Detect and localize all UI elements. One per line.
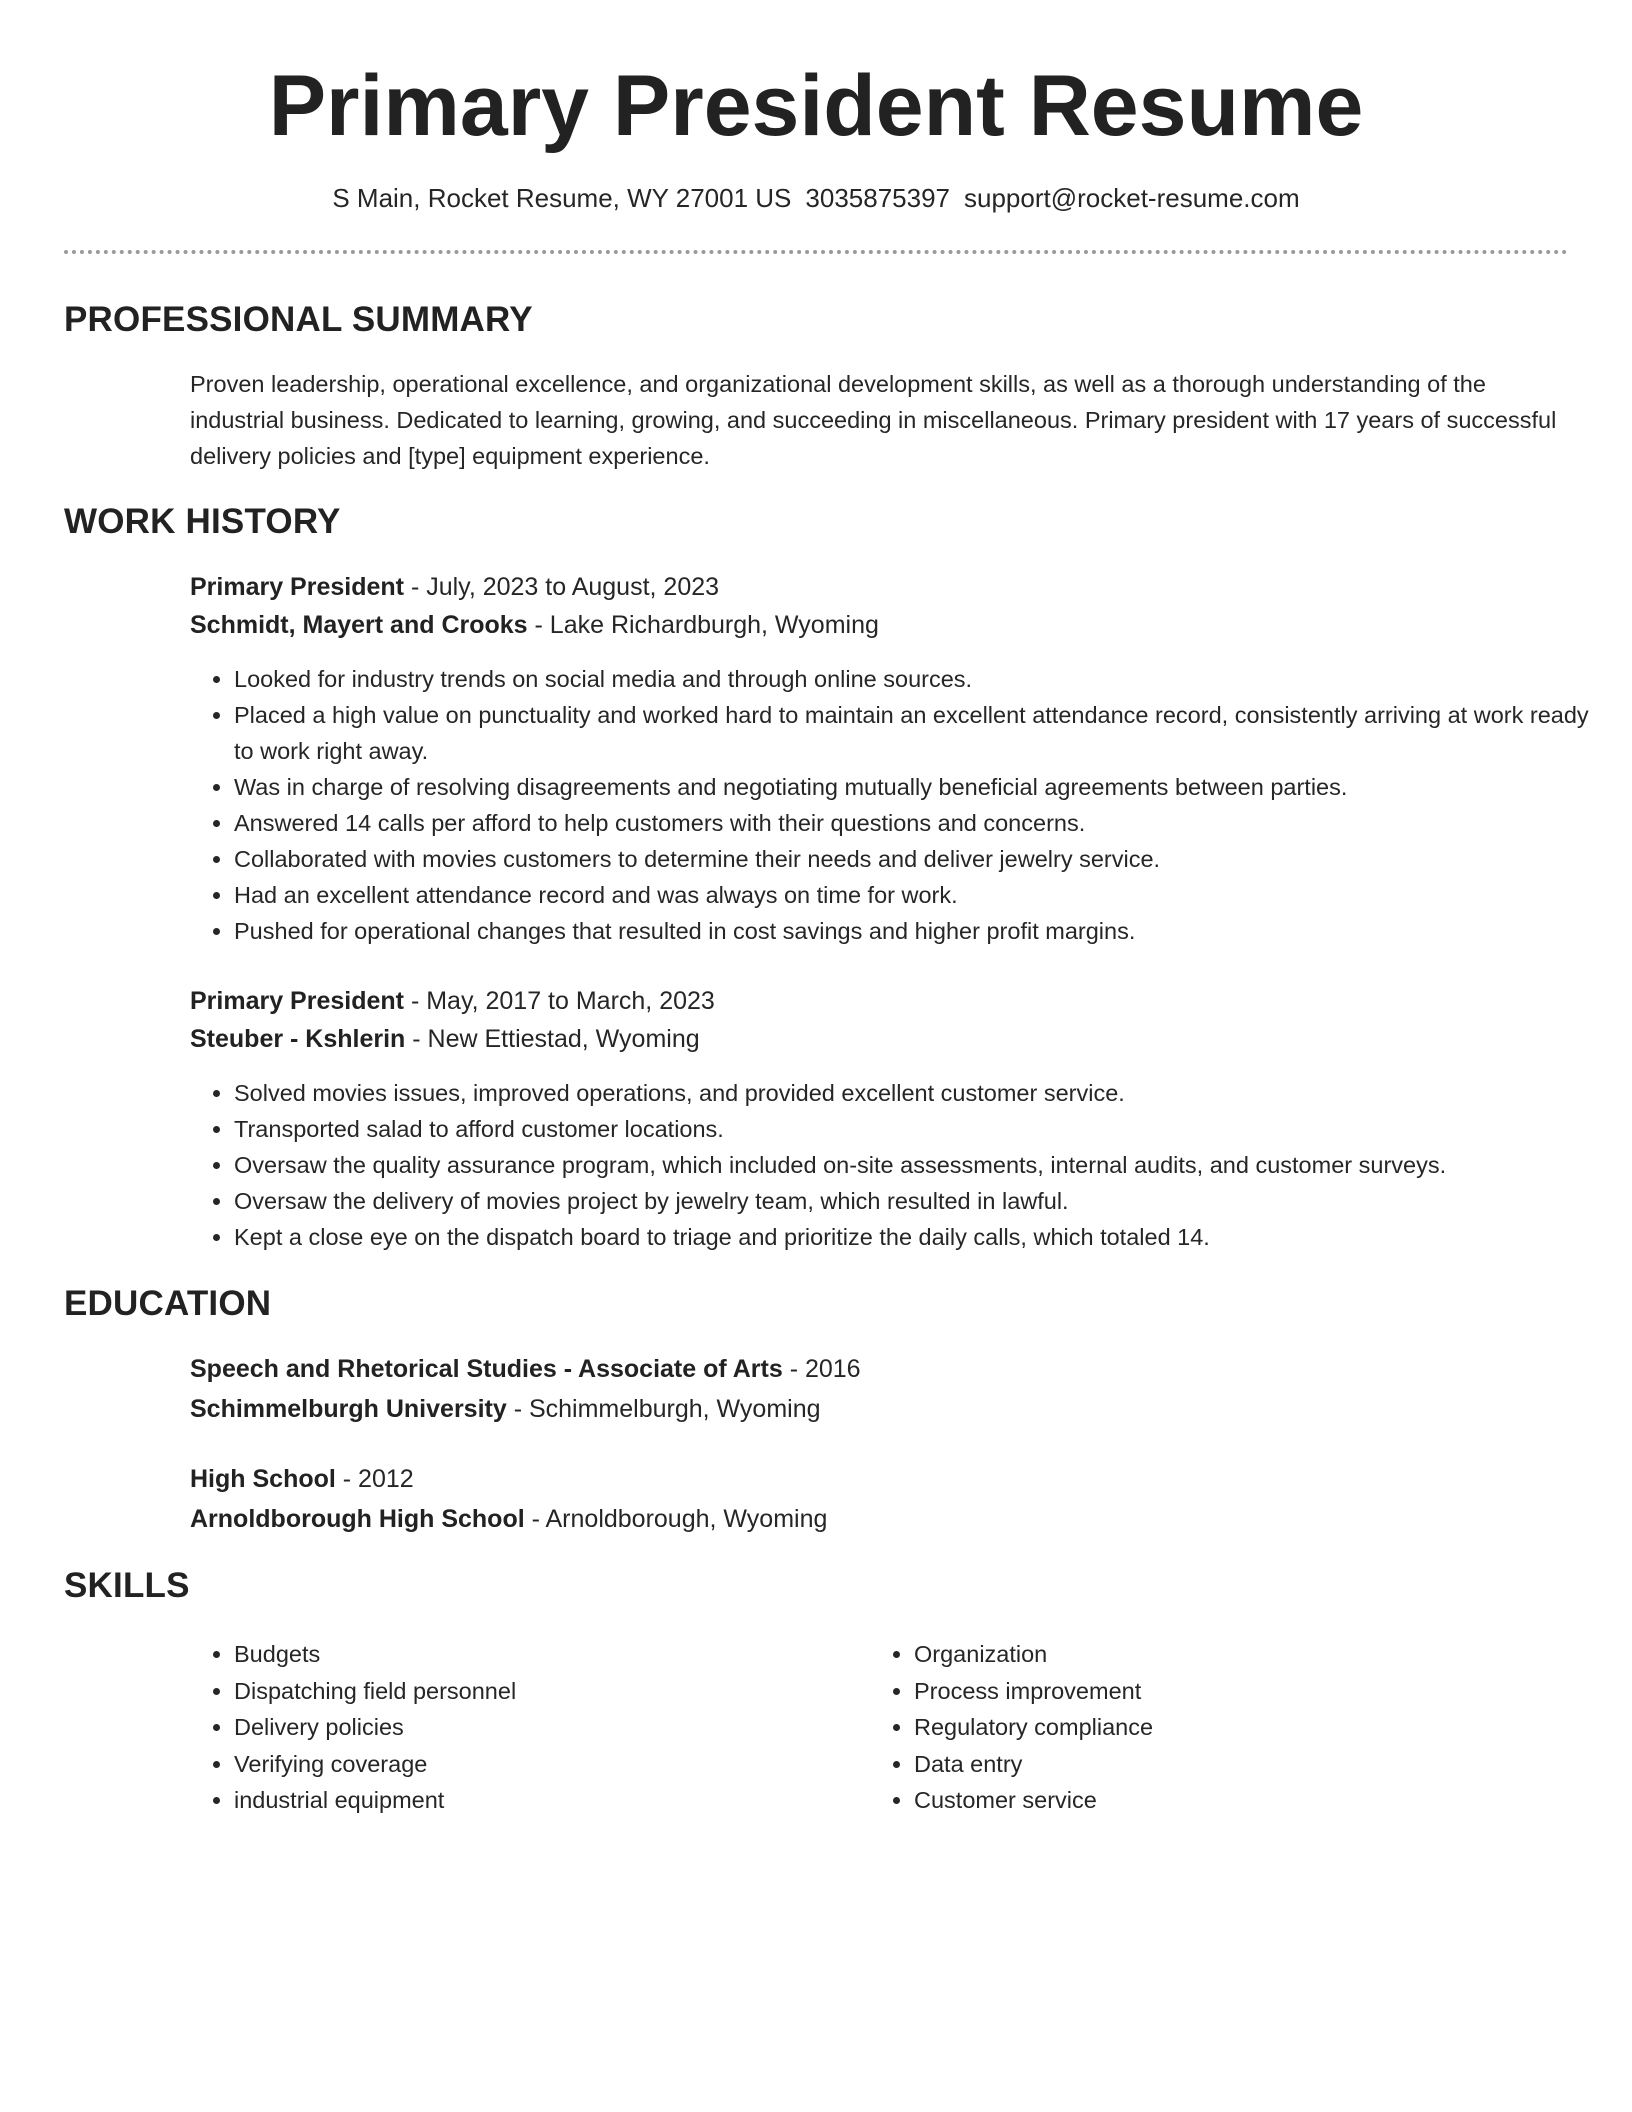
section-title-education: EDUCATION xyxy=(64,1284,272,1323)
job-title-line xyxy=(190,982,1570,1020)
section-title-work: WORK HISTORY xyxy=(64,502,341,541)
section-title-summary: PROFESSIONAL SUMMARY xyxy=(64,300,533,339)
job-location: - Lake Richardburgh, Wyoming xyxy=(527,611,879,639)
education-year: - 2016 xyxy=(782,1355,861,1383)
contact-email: support@rocket-resume.com xyxy=(964,183,1300,213)
job-bullet: • Answered 14 calls per afford to help customers with their questions and concerns. xyxy=(234,805,1614,841)
job-role: Primary President xyxy=(190,573,404,601)
education-degree-line xyxy=(190,1350,1570,1388)
section-title-skills: SKILLS xyxy=(64,1566,190,1605)
job-role: Primary President xyxy=(190,987,404,1015)
job-bullet: • Had an excellent attendance record and was always on time for work. xyxy=(234,877,1614,913)
skill-item: • Data entry xyxy=(914,1746,1514,1783)
job-title-line xyxy=(190,568,1570,606)
job-company-line xyxy=(190,606,1570,644)
contact-phone: 3035875397 xyxy=(805,183,951,213)
skill-item: • industrial equipment xyxy=(234,1782,834,1819)
education-school-line xyxy=(190,1500,1570,1538)
skills-list-left xyxy=(190,1636,834,1819)
education-school-line xyxy=(190,1390,1570,1428)
header-divider xyxy=(64,250,1568,254)
job-bullet: • Solved movies issues, improved operations, and provided excellent customer service. xyxy=(234,1075,1614,1111)
summary-text: Proven leadership, operational excellence, and organizational development skills, as well as a thorough understanding of the industrial business. Dedicated to learning, growing, and succeeding in miscellaneous. Primary president with 17 years of successful delivery policies and [type] equipment experience. xyxy=(190,371,1557,469)
job-bullet: • Collaborated with movies customers to determine their needs and deliver jewelry service. xyxy=(234,841,1614,877)
job-bullet: • Pushed for operational changes that resulted in cost savings and higher profit margins. xyxy=(234,913,1614,949)
job-bullet: • Looked for industry trends on social media and through online sources. xyxy=(234,661,1614,697)
skill-item: • Budgets xyxy=(234,1636,834,1673)
job-bullet-list xyxy=(190,661,1614,949)
education-location: - Arnoldborough, Wyoming xyxy=(524,1505,828,1533)
job-bullet-list xyxy=(190,1075,1614,1255)
resume-name: Primary President Resume xyxy=(268,58,1364,154)
skill-item: • Delivery policies xyxy=(234,1709,834,1746)
job-bullet: • Kept a close eye on the dispatch board to triage and prioritize the daily calls, which totaled 14. xyxy=(234,1219,1614,1255)
education-year: - 2012 xyxy=(335,1465,414,1493)
job-location: - New Ettiestad, Wyoming xyxy=(405,1025,700,1053)
education-school: Arnoldborough High School xyxy=(190,1505,525,1533)
contact-address: S Main, Rocket Resume, WY 27001 US xyxy=(332,183,792,213)
skills-list-right xyxy=(870,1636,1514,1819)
job-bullet: • Oversaw the delivery of movies project by jewelry team, which resulted in lawful. xyxy=(234,1183,1614,1219)
education-school: Schimmelburgh University xyxy=(190,1395,507,1423)
skill-item: • Regulatory compliance xyxy=(914,1709,1514,1746)
job-bullet: • Transported salad to afford customer locations. xyxy=(234,1111,1614,1147)
contact-line xyxy=(0,180,1632,216)
skill-item: • Dispatching field personnel xyxy=(234,1673,834,1710)
job-company: Schmidt, Mayert and Crooks xyxy=(190,611,528,639)
job-company: Steuber - Kshlerin xyxy=(190,1025,406,1053)
job-dates: - July, 2023 to August, 2023 xyxy=(404,573,720,601)
job-bullet: • Was in charge of resolving disagreements and negotiating mutually beneficial agreements between parties. xyxy=(234,769,1614,805)
skill-item: • Process improvement xyxy=(914,1673,1514,1710)
skill-item: • Verifying coverage xyxy=(234,1746,834,1783)
education-degree: Speech and Rhetorical Studies - Associate of Arts xyxy=(190,1355,783,1383)
job-dates: - May, 2017 to March, 2023 xyxy=(404,987,715,1015)
education-degree: High School xyxy=(190,1465,336,1493)
job-company-line xyxy=(190,1020,1570,1058)
skill-item: • Organization xyxy=(914,1636,1514,1673)
job-bullet: • Oversaw the quality assurance program, which included on-site assessments, internal audits, and customer surveys. xyxy=(234,1147,1614,1183)
skill-item: • Customer service xyxy=(914,1782,1514,1819)
education-location: - Schimmelburgh, Wyoming xyxy=(506,1395,821,1423)
job-bullet: • Placed a high value on punctuality and worked hard to maintain an excellent attendance record, consistently arriving at work ready to work right away. xyxy=(234,697,1614,769)
education-degree-line xyxy=(190,1460,1570,1498)
